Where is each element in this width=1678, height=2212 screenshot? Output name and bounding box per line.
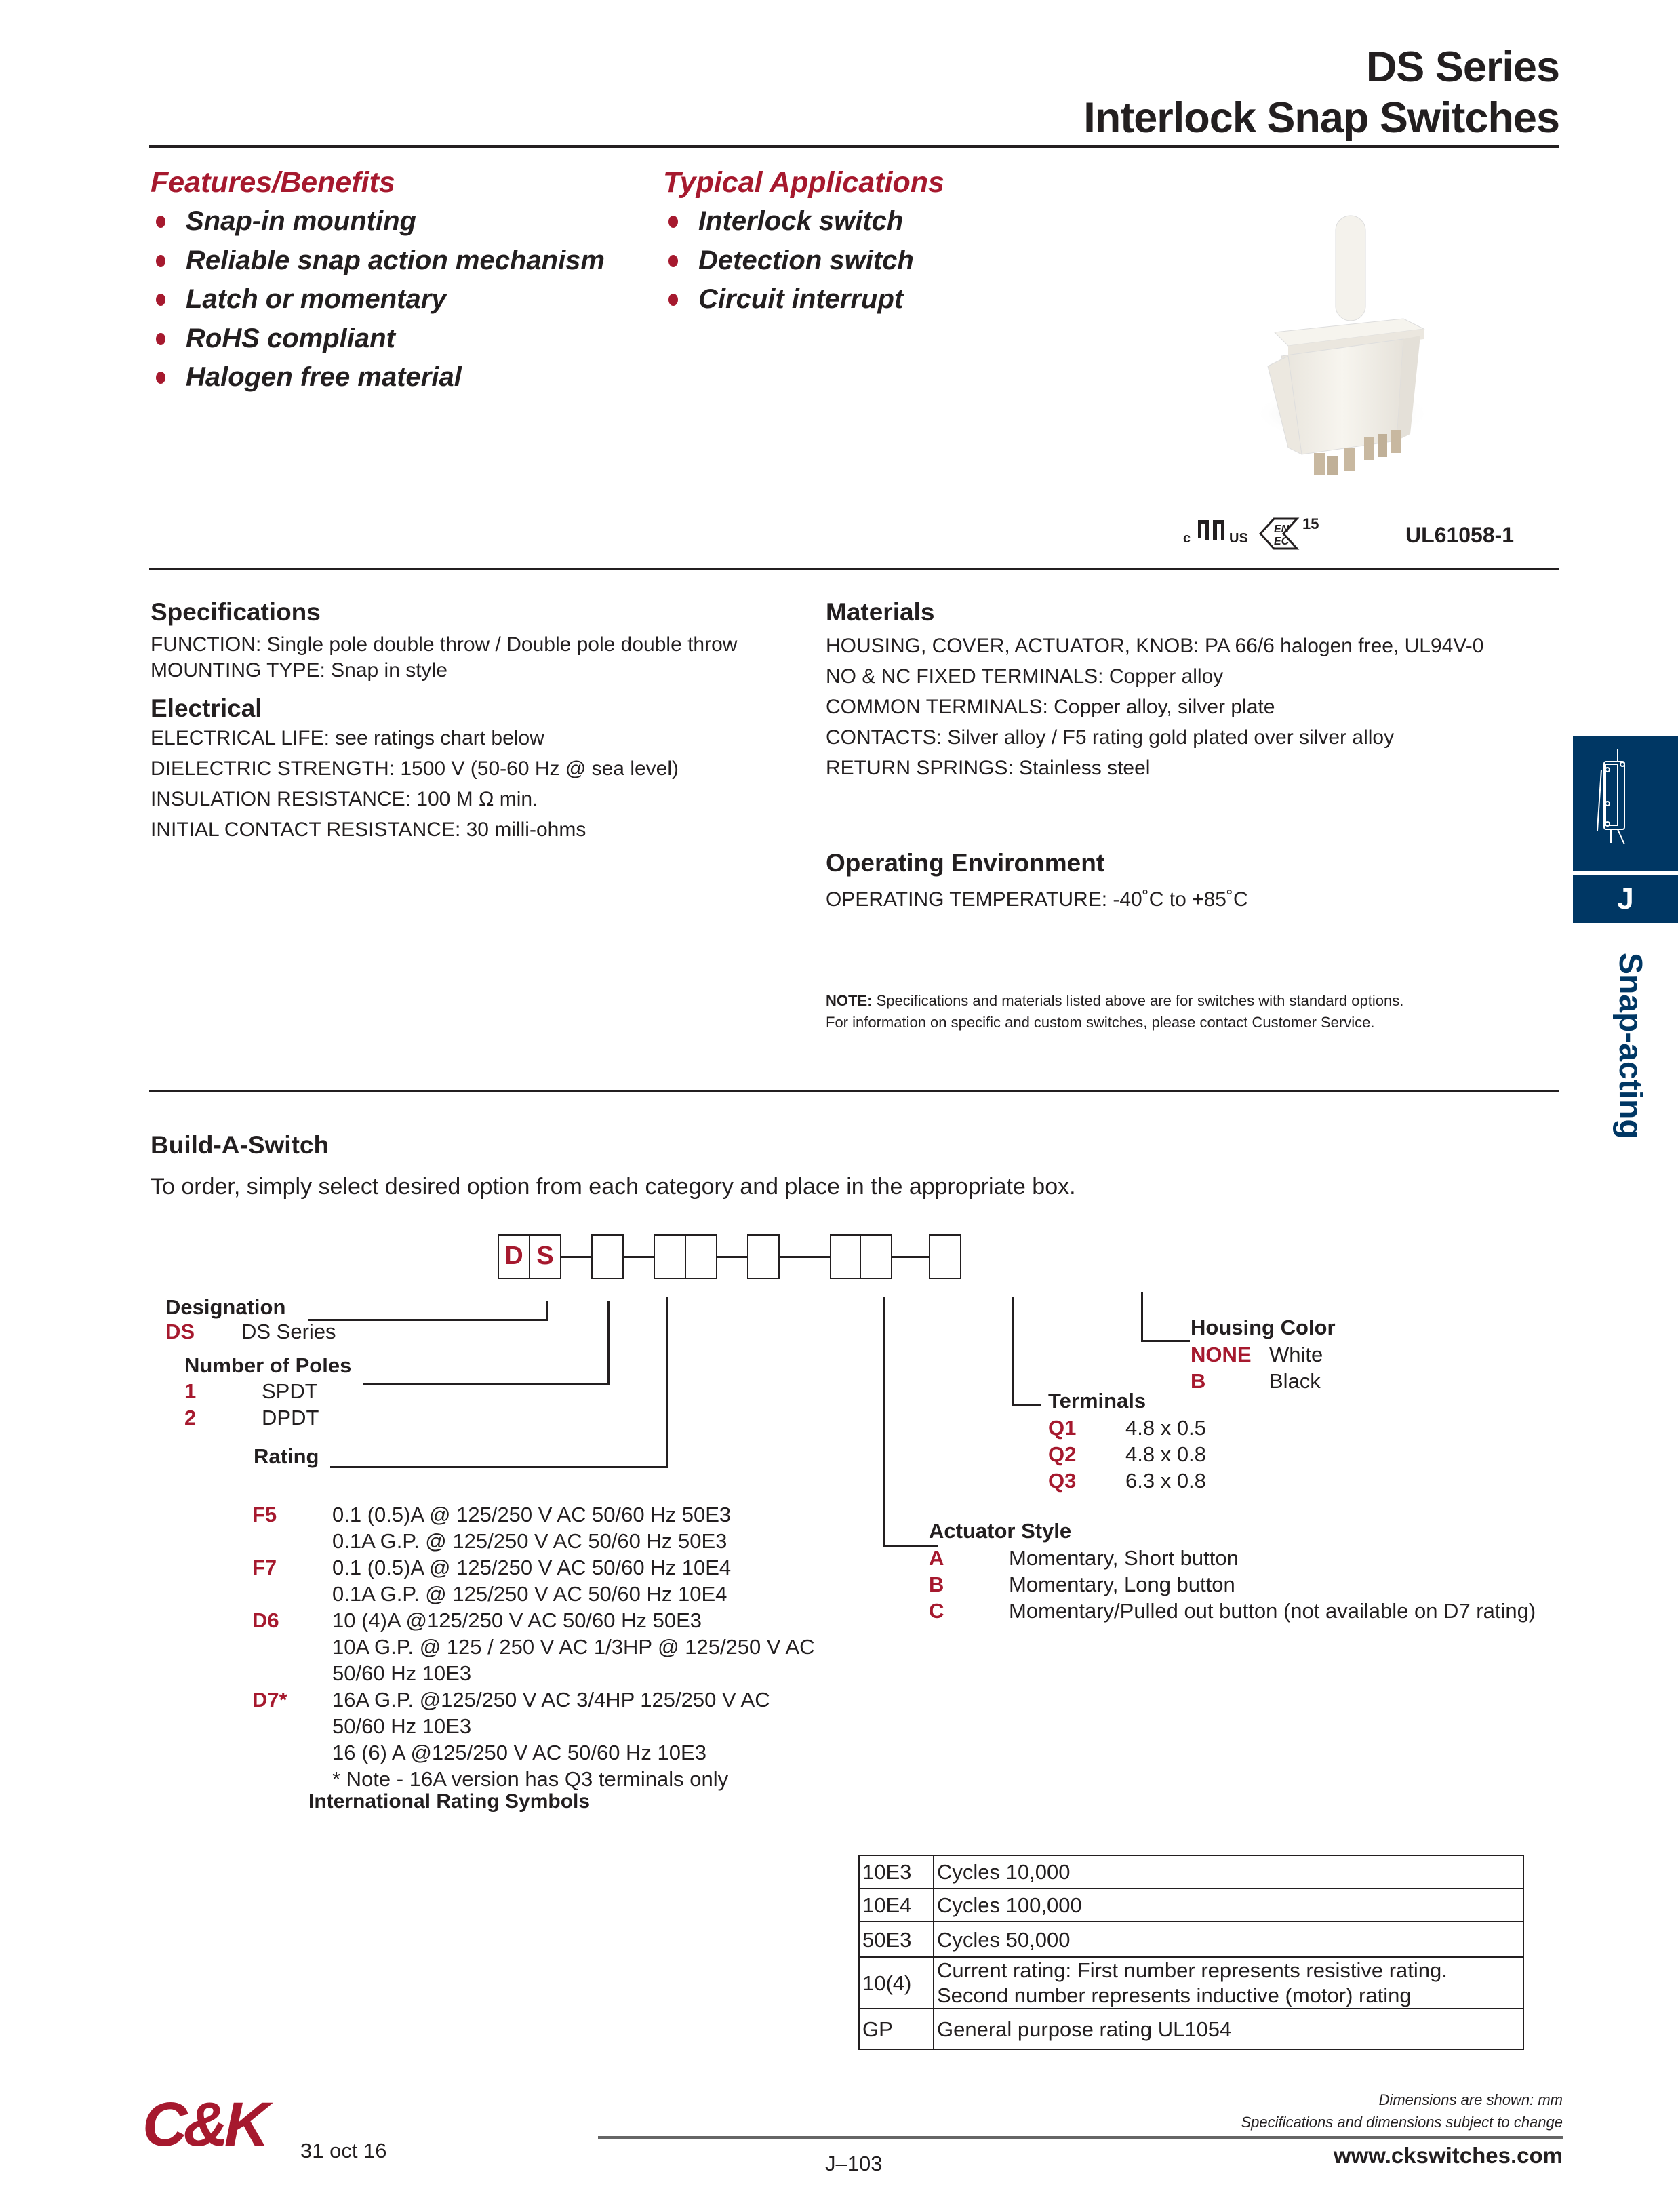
rating-option-line: 0.1A G.P. @ 125/250 V AC 50/60 Hz 50E3 [332, 1529, 727, 1553]
order-box-rating-1[interactable] [654, 1234, 686, 1279]
feature-item: Halogen free material [151, 358, 605, 397]
material-line: HOUSING, COVER, ACTUATOR, KNOB: PA 66/6 halogen free, UL94V-0 [826, 635, 1484, 657]
build-divider [149, 1090, 1559, 1092]
environment-line: OPERATING TEMPERATURE: -40˚C to +85˚C [826, 888, 1248, 911]
features-heading: Features/Benefits [151, 166, 395, 199]
build-heading: Build-A-Switch [151, 1131, 329, 1159]
bullet-icon [156, 333, 165, 345]
environment-heading: Operating Environment [826, 849, 1105, 877]
order-box-terminals-1[interactable] [830, 1234, 862, 1279]
rating-symbols-heading: International Rating Symbols [308, 1790, 591, 1813]
ul-c-mark: c [1183, 531, 1191, 546]
section-divider [149, 568, 1559, 570]
table-row: 10E3 Cycles 10,000 [859, 1855, 1523, 1889]
housing-option: NONE White [1191, 1343, 1323, 1366]
build-instructions: To order, simply select desired option from each category and place in the appropriate box. [151, 1174, 1076, 1200]
electrical-line: DIELECTRIC STRENGTH: 1500 V (50-60 Hz @ sea level) [151, 757, 679, 780]
housing-option: B Black [1191, 1369, 1321, 1393]
table-row: 10(4) Current rating: First number represents resistive rating. Second number represents inductive (motor) rating [859, 1957, 1523, 2009]
spec-line: MOUNTING TYPE: Snap in style [151, 659, 447, 682]
order-box-designation-1[interactable]: D [498, 1234, 530, 1279]
certifications [1183, 512, 1536, 553]
note-label: NOTE: [826, 992, 873, 1009]
note-line-1: Specifications and materials listed above are for switches with standard options. [872, 992, 1404, 1009]
materials-section [826, 598, 1483, 783]
enec-logo-icon [1259, 516, 1300, 555]
rating-option: D7* 16A G.P. @125/250 V AC 3/4HP 125/250 V AC [252, 1688, 770, 1712]
material-line: NO & NC FIXED TERMINALS: Copper alloy [826, 665, 1224, 688]
actuator-option: B Momentary, Long button [929, 1573, 1235, 1596]
feature-item: Snap-in mounting [151, 202, 605, 241]
svg-text:EC: EC [1274, 536, 1290, 547]
features-section [151, 166, 605, 397]
rating-heading: Rating [254, 1444, 319, 1468]
order-box-terminals-2[interactable] [860, 1234, 892, 1279]
order-box-rating-2[interactable] [685, 1234, 717, 1279]
order-box-actuator[interactable] [747, 1234, 780, 1279]
electrical-line: INSULATION RESISTANCE: 100 M Ω min. [151, 788, 538, 810]
poles-option: 1 SPDT [184, 1379, 318, 1403]
feature-item: Reliable snap action mechanism [151, 241, 605, 281]
terminals-option: Q1 4.8 x 0.5 [1048, 1416, 1206, 1440]
table-row: 10E4 Cycles 100,000 [859, 1889, 1523, 1922]
rating-option-line: 10A G.P. @ 125 / 250 V AC 1/3HP @ 125/250 V AC [332, 1635, 815, 1659]
standard-label: UL61058-1 [1405, 523, 1515, 547]
applications-heading: Typical Applications [663, 166, 944, 199]
footer-dim-note: Dimensions are shown: mm [1378, 2091, 1563, 2108]
terminals-heading: Terminals [1048, 1389, 1146, 1413]
ck-logo: C&K [142, 2090, 266, 2159]
footer-date: 31 oct 16 [300, 2139, 387, 2162]
applications-section [663, 166, 944, 319]
housing-options [1191, 1341, 1323, 1394]
bullet-icon [156, 294, 165, 306]
bullet-icon [156, 255, 165, 267]
specifications-heading: Specifications [151, 598, 321, 626]
application-item: Detection switch [663, 241, 944, 281]
ul-logo-icon [1195, 519, 1228, 547]
title-line-2: Interlock Snap Switches [1083, 94, 1559, 142]
snap-switch-icon [1586, 749, 1627, 851]
environment-section [826, 849, 1248, 915]
materials-heading: Materials [826, 598, 935, 626]
note-line-2: For information on specific and custom switches, please contact Customer Service. [826, 1014, 1375, 1031]
material-line: CONTACTS: Silver alloy / F5 rating gold plated over silver alloy [826, 726, 1395, 749]
electrical-heading: Electrical [151, 694, 262, 722]
page-title [1083, 42, 1559, 144]
terminals-option: Q2 4.8 x 0.8 [1048, 1442, 1206, 1466]
rating-option: F7 0.1 (0.5)A @ 125/250 V AC 50/60 Hz 10E4 [252, 1556, 732, 1579]
order-box-poles[interactable] [591, 1234, 624, 1279]
rating-option-line: 16 (6) A @125/250 V AC 50/60 Hz 10E3 [332, 1741, 706, 1764]
table-row: GP General purpose rating UL1054 [859, 2009, 1523, 2049]
poles-option: 2 DPDT [184, 1406, 319, 1429]
designation-heading: Designation [165, 1295, 286, 1319]
footer-change-note: Specifications and dimensions subject to change [1241, 2114, 1563, 2131]
rating-option-line: 50/60 Hz 10E3 [332, 1661, 472, 1685]
enec-number: 15 [1302, 515, 1319, 532]
order-box-housing[interactable] [929, 1234, 961, 1279]
bullet-icon [668, 216, 678, 228]
rating-option: D6 10 (4)A @125/250 V AC 50/60 Hz 50E3 [252, 1608, 702, 1632]
actuator-option: A Momentary, Short button [929, 1546, 1239, 1570]
feature-item: RoHS compliant [151, 319, 605, 359]
designation-option: DS DS Series [165, 1320, 336, 1343]
title-line-1: DS Series [1365, 43, 1559, 91]
bullet-icon [668, 255, 678, 267]
actuator-heading: Actuator Style [929, 1519, 1072, 1543]
feature-item: Latch or momentary [151, 280, 605, 319]
specifications-section [151, 598, 737, 845]
bullet-icon [156, 216, 165, 228]
side-tab-label: Snap-acting [1612, 953, 1648, 1139]
side-tab-letter: J [1573, 875, 1678, 923]
spec-line: FUNCTION: Single pole double throw / Double pole double throw [151, 633, 738, 656]
ul-us-mark: US [1229, 531, 1248, 546]
product-photo [1247, 203, 1478, 475]
rating-options [252, 1501, 815, 1792]
rating-option-line: 0.1A G.P. @ 125/250 V AC 50/60 Hz 10E4 [332, 1582, 727, 1606]
side-tab-label-wrap [1614, 953, 1654, 1177]
poles-options [184, 1378, 319, 1431]
electrical-line: ELECTRICAL LIFE: see ratings chart below [151, 727, 544, 749]
svg-text:EN: EN [1274, 524, 1290, 535]
terminals-options [1048, 1415, 1206, 1494]
material-line: COMMON TERMINALS: Copper alloy, silver plate [826, 696, 1275, 718]
page-number: J–103 [825, 2152, 883, 2175]
actuator-options [929, 1545, 1536, 1624]
table-row: 50E3 Cycles 50,000 [859, 1922, 1523, 1957]
bullet-icon [156, 372, 165, 384]
order-box-designation-2[interactable]: S [529, 1234, 561, 1279]
rating-option: F5 0.1 (0.5)A @ 125/250 V AC 50/60 Hz 50E3 [252, 1503, 732, 1526]
website-link[interactable]: www.ckswitches.com [1333, 2143, 1563, 2168]
footer-divider [598, 2136, 1563, 2139]
terminals-option: Q3 6.3 x 0.8 [1048, 1469, 1206, 1493]
header-divider [149, 145, 1559, 148]
poles-heading: Number of Poles [184, 1354, 352, 1377]
material-line: RETURN SPRINGS: Stainless steel [826, 757, 1151, 779]
rating-symbols-table [858, 1855, 1524, 2050]
housing-heading: Housing Color [1191, 1316, 1336, 1339]
note-block [826, 990, 1403, 1033]
actuator-option: C Momentary/Pulled out button (not available on D7 rating) [929, 1599, 1536, 1623]
electrical-line: INITIAL CONTACT RESISTANCE: 30 milli-ohms [151, 818, 586, 841]
rating-option-line: 50/60 Hz 10E3 [332, 1714, 472, 1738]
application-item: Circuit interrupt [663, 280, 944, 319]
application-item: Interlock switch [663, 202, 944, 241]
side-tab-icon-box [1573, 736, 1678, 871]
rating-option-line: * Note - 16A version has Q3 terminals only [332, 1767, 729, 1791]
bullet-icon [668, 294, 678, 306]
